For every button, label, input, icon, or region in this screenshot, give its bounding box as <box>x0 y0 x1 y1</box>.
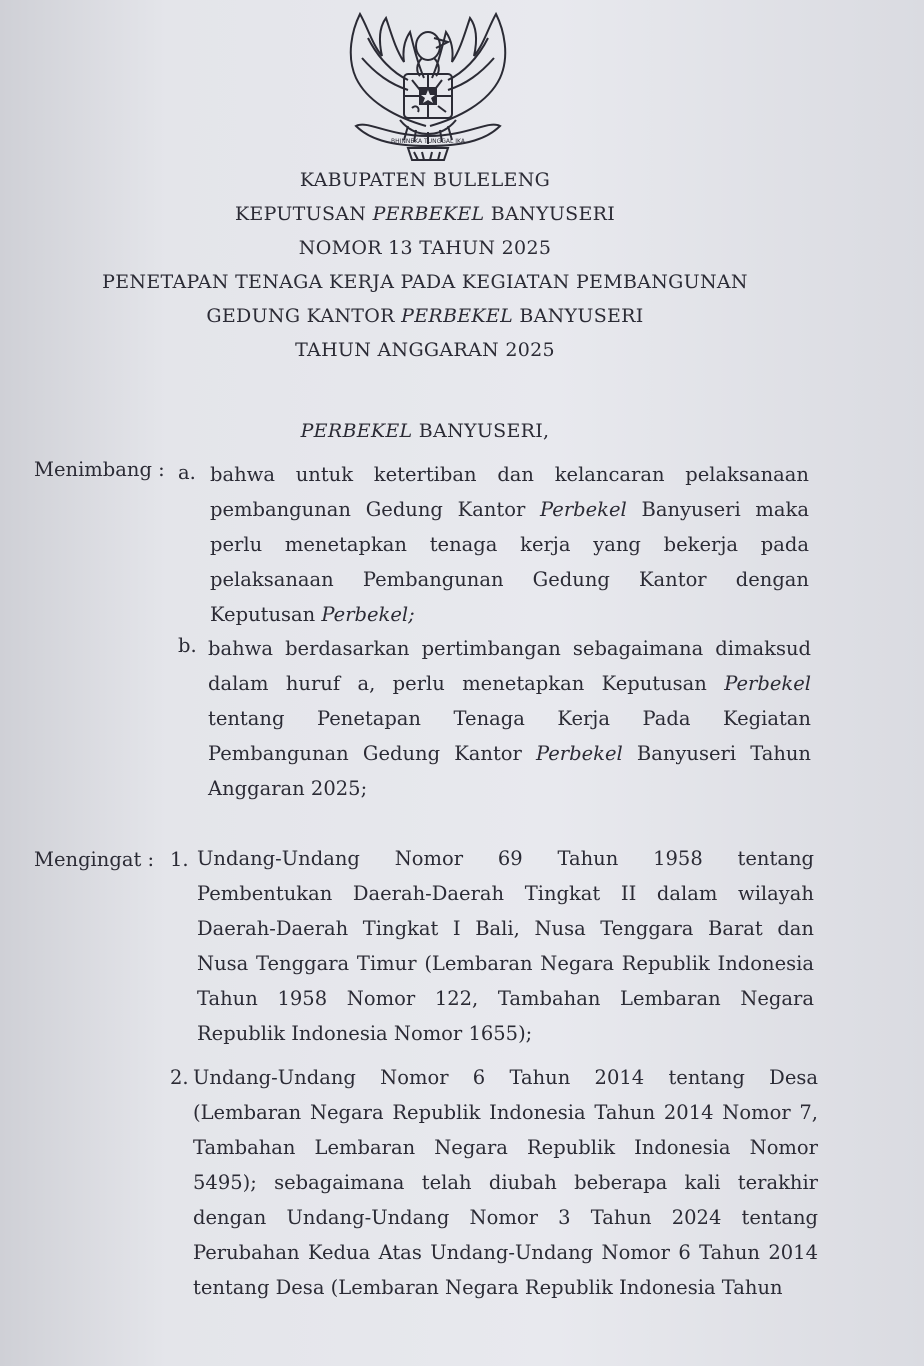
paragraph-line: (Lembaran Negara Republik Indonesia Tahun 2014 Nomor 7, <box>193 1101 818 1124</box>
header-subject-line2: GEDUNG KANTOR PERBEKEL BANYUSERI <box>206 305 644 327</box>
paragraph-line: tentang Penetapan Tenaga Kerja Pada Kegiatan <box>208 707 811 730</box>
authority-heading: PERBEKEL BANYUSERI, <box>300 420 550 442</box>
paragraph-line: Undang-Undang Nomor 6 Tahun 2014 tentang Desa <box>193 1066 818 1089</box>
mengingat-marker-1: 1. <box>170 848 189 871</box>
paragraph-line: Tambahan Lembaran Negara Republik Indonesia Nomor <box>193 1136 818 1159</box>
header-decree: KEPUTUSAN PERBEKEL BANYUSERI <box>234 203 616 225</box>
paragraph-line: dengan Undang-Undang Nomor 3 Tahun 2024 tentang <box>193 1206 818 1229</box>
paragraph-line: bahwa berdasarkan pertimbangan sebagaimana dimaksud <box>208 637 811 660</box>
header-region: KABUPATEN BULELENG <box>299 169 551 191</box>
paragraph-line: 5495); sebagaimana telah diubah beberapa kali terakhir <box>193 1171 818 1194</box>
mengingat-item-2 <box>193 1060 818 1305</box>
paragraph-line: Anggaran 2025; <box>208 777 368 800</box>
header-subject-line1: PENETAPAN TENAGA KERJA PADA KEGIATAN PEMBANGUNAN <box>102 271 748 293</box>
paragraph-line: Tahun 1958 Nomor 122, Tambahan Lembaran Negara <box>197 987 814 1010</box>
menimbang-label: Menimbang : <box>34 458 165 481</box>
paragraph-line: Perubahan Kedua Atas Undang-Undang Nomor 6 Tahun 2014 <box>193 1241 818 1264</box>
header-subject-line3: TAHUN ANGGARAN 2025 <box>295 339 555 361</box>
paragraph-line: Republik Indonesia Nomor 1655); <box>197 1022 533 1045</box>
paragraph-line: bahwa untuk ketertiban dan kelancaran pelaksanaan <box>210 463 809 486</box>
garuda-emblem-icon <box>338 8 518 163</box>
mengingat-marker-2: 2. <box>170 1066 189 1089</box>
paragraph-line: Pembentukan Daerah-Daerah Tingkat II dalam wilayah <box>197 882 814 905</box>
paragraph-line: dalam huruf a, perlu menetapkan Keputusan Perbekel <box>208 672 811 695</box>
emblem-motto: BHINNEKA TUNGGAL IKA <box>391 138 465 145</box>
mengingat-item-1 <box>197 841 814 1051</box>
mengingat-label: Mengingat : <box>34 848 155 871</box>
menimbang-marker-b: b. <box>178 634 197 657</box>
paragraph-line: Daerah-Daerah Tingkat I Bali, Nusa Tenggara Barat dan <box>197 917 814 940</box>
paragraph-line: pembangunan Gedung Kantor Perbekel Banyuseri maka <box>210 498 809 521</box>
menimbang-marker-a: a. <box>178 461 196 484</box>
paragraph-line: tentang Desa (Lembaran Negara Republik Indonesia Tahun <box>193 1276 783 1299</box>
paragraph-line: Undang-Undang Nomor 69 Tahun 1958 tentang <box>197 847 814 870</box>
menimbang-item-a <box>210 457 809 632</box>
header-number: NOMOR 13 TAHUN 2025 <box>298 237 552 259</box>
paragraph-line: Keputusan Perbekel; <box>210 603 415 626</box>
paragraph-line: perlu menetapkan tenaga kerja yang bekerja pada <box>210 533 809 556</box>
paragraph-line: Nusa Tenggara Timur (Lembaran Negara Republik Indonesia <box>197 952 814 975</box>
menimbang-item-b <box>208 631 811 806</box>
paragraph-line: Pembangunan Gedung Kantor Perbekel Banyuseri Tahun <box>208 742 811 765</box>
paragraph-line: pelaksanaan Pembangunan Gedung Kantor dengan <box>210 568 809 591</box>
